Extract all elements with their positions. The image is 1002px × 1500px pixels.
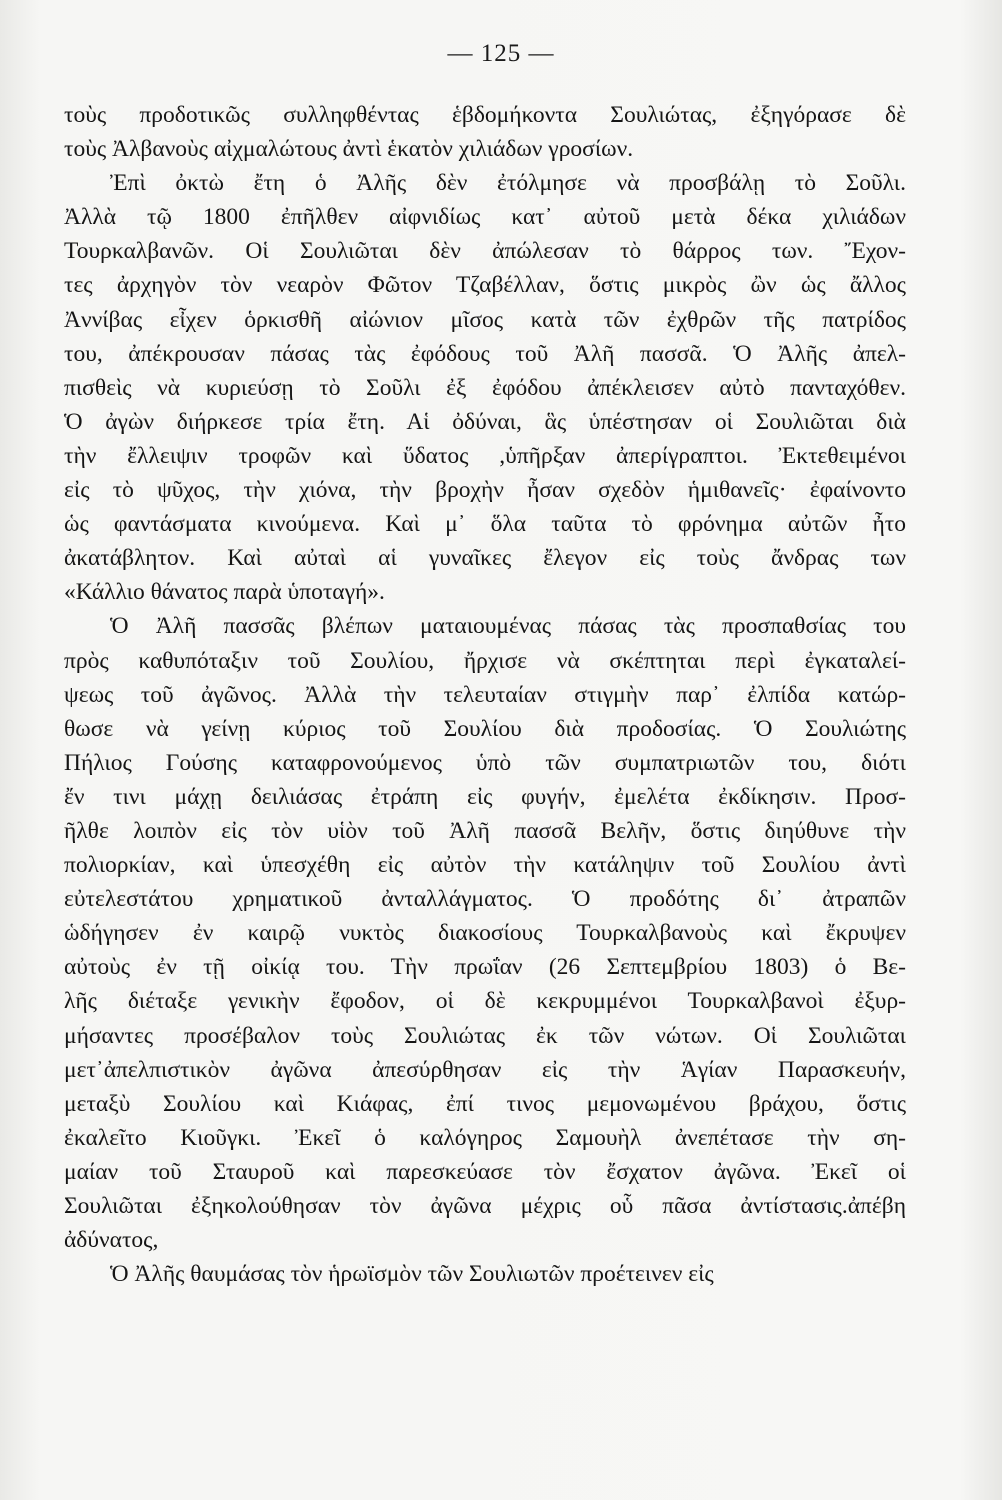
text-line: Πήλιος Γούσης καταφρονούμενος ὑπὸ τῶν συμπατριωτῶν του, διότι [64, 749, 906, 776]
text-line: εὐτελεστάτου χρηματικοῦ ἀνταλλάγματος. Ὁ προδότης δι᾽ ἀτραπῶν [64, 886, 906, 913]
text-line: Τουρκαλβανῶν. Οἱ Σουλιῶται δὲν ἀπώλεσαν τὸ θάρρος των. Ἔχον- [64, 238, 906, 265]
text-line: μετ᾽ἀπελπιστικὸν ἀγῶνα ἀπεσύρθησαν εἰς τὴν Ἁγίαν Παρασκευήν, [64, 1056, 906, 1083]
text-line: μήσαντες προσέβαλον τοὺς Σουλιώτας ἐκ τῶν νώτων. Οἱ Σουλιῶται [64, 1022, 906, 1049]
text-line: μεταξὺ Σουλίου καὶ Κιάφας, ἐπί τινος μεμονωμένου βράχου, ὅστις [64, 1090, 906, 1117]
body-text [64, 98, 906, 1291]
text-line: ἀδύνατος, [64, 1227, 159, 1254]
text-line: τὴν ἔλλειψιν τροφῶν καὶ ὕδατος ,ὑπῆρξαν ἀπερίγραπτοι. Ἐκτεθειμένοι [64, 442, 906, 469]
text-line: πολιορκίαν, καὶ ὑπεσχέθη εἰς αὐτὸν τὴν κατάληψιν τοῦ Σουλίου ἀντὶ [64, 852, 906, 879]
page-number: — 125 — [447, 40, 555, 67]
text-line: εἰς τὸ ψῦχος, τὴν χιόνα, τὴν βροχὴν ἦσαν σχεδὸν ἡμιθανεῖς· ἐφαίνοντο [64, 477, 906, 504]
text-line: του, ἀπέκρουσαν πάσας τὰς ἐφόδους τοῦ Ἀλῆ πασσᾶ. Ὁ Ἀλῆς ἀπελ- [64, 340, 906, 367]
paragraph [64, 1257, 906, 1291]
text-line: μαίαν τοῦ Σταυροῦ καὶ παρεσκεύασε τὸν ἔσχατον ἀγῶνα. Ἐκεῖ οἱ [64, 1158, 906, 1185]
text-line: Ὁ Ἀλῆ πασσᾶς βλέπων ματαιουμένας πάσας τὰς προσπαθσίας του [110, 613, 906, 640]
text-line: Ὁ ἀγὼν διήρκεσε τρία ἔτη. Αἱ ὀδύναι, ἃς ὑπέστησαν οἱ Σουλιῶται διὰ [64, 408, 906, 435]
text-line: ἔν τινι μάχῃ δειλιάσας ἐτράπη εἰς φυγήν, ἐμελέτα ἐκδίκησιν. Προσ- [64, 783, 906, 810]
text-line: πισθεὶς νὰ κυριεύσῃ τὸ Σοῦλι ἐξ ἐφόδου ἀπέκλεισεν αὐτὸ πανταχόθεν. [64, 374, 906, 401]
text-line: τες ἀρχηγὸν τὸν νεαρὸν Φῶτον Τζαβέλλαν, ὅστις μικρὸς ὢν ὡς ἄλλος [64, 272, 906, 299]
text-line: ὡδήγησεν ἐν καιρῷ νυκτὸς διακοσίους Τουρκαλβανοὺς καὶ ἔκρυψεν [64, 920, 906, 947]
text-line: τοὺς προδοτικῶς συλληφθέντας ἑβδομήκοντα Σουλιώτας, ἐξηγόρασε δὲ [64, 102, 906, 128]
text-line: Ἀλλὰ τῷ 1800 ἐπῆλθεν αἰφνιδίως κατ᾽ αὐτοῦ μετὰ δέκα χιλιάδων [64, 204, 906, 231]
text-line: Σουλιῶται ἐξηκολούθησαν τὸν ἀγῶνα μέχρις οὗ πᾶσα ἀντίστασις.ἀπέβη [64, 1193, 906, 1219]
text-line: ἀκατάβλητον. Καὶ αὐταὶ αἱ γυναῖκες ἔλεγον εἰς τοὺς ἄνδρας των [64, 545, 906, 572]
text-line: «Κάλλιο θάνατος παρὰ ὑποταγή». [64, 579, 385, 606]
paragraph [64, 98, 906, 166]
text-line: ψεως τοῦ ἀγῶνος. Ἀλλὰ τὴν τελευταίαν στιγμὴν παρ᾽ ἐλπίδα κατώρ- [64, 681, 906, 708]
text-line: Ἀννίβας εἶχεν ὁρκισθῆ αἰώνιον μῖσος κατὰ τῶν ἐχθρῶν τῆς πατρίδος [64, 306, 906, 333]
text-line: τοὺς Ἀλβανοὺς αἰχμαλώτους ἀντὶ ἑκατὸν χιλιάδων γροσίων. [64, 136, 634, 163]
text-line: αὐτοὺς ἐν τῇ οἰκίᾳ του. Τὴν πρωΐαν (26 Σεπτεμβρίου 1803) ὁ Βε- [64, 954, 906, 981]
text-line: Ἐπὶ ὀκτὼ ἔτη ὁ Ἀλῆς δὲν ἐτόλμησε νὰ προσβάλῃ τὸ Σοῦλι. [110, 170, 906, 197]
text-line: ἐκαλεῖτο Κιοῦγκι. Ἐκεῖ ὁ καλόγηρος Σαμουὴλ ἀνεπέτασε τὴν ση- [64, 1124, 906, 1151]
text-line: θωσε νὰ γείνῃ κύριος τοῦ Σουλίου διὰ προδοσίας. Ὁ Σουλιώτης [64, 715, 906, 742]
text-line: λῆς διέταξε γενικὴν ἔφοδον, οἱ δὲ κεκρυμμένοι Τουρκαλβανοὶ ἐξυρ- [64, 988, 906, 1015]
text-line: ῆλθε λοιπὸν εἰς τὸν υἱὸν τοῦ Ἀλῆ πασσᾶ Βελῆν, ὅστις διηύθυνε τὴν [64, 817, 906, 844]
paragraph [64, 609, 906, 1257]
text-line: πρὸς καθυπόταξιν τοῦ Σουλίου, ἤρχισε νὰ σκέπτηται περὶ ἐγκαταλεί- [64, 647, 906, 674]
text-line: ὡς φαντάσματα κινούμενα. Καὶ μ᾽ ὅλα ταῦτα τὸ φρόνημα αὐτῶν ἦτο [64, 511, 906, 538]
paragraph [64, 166, 906, 609]
text-line: Ὁ Ἀλῆς θαυμάσας τὸν ἡρωϊσμὸν τῶν Σουλιωτῶν προέτεινεν εἰς [110, 1261, 714, 1288]
